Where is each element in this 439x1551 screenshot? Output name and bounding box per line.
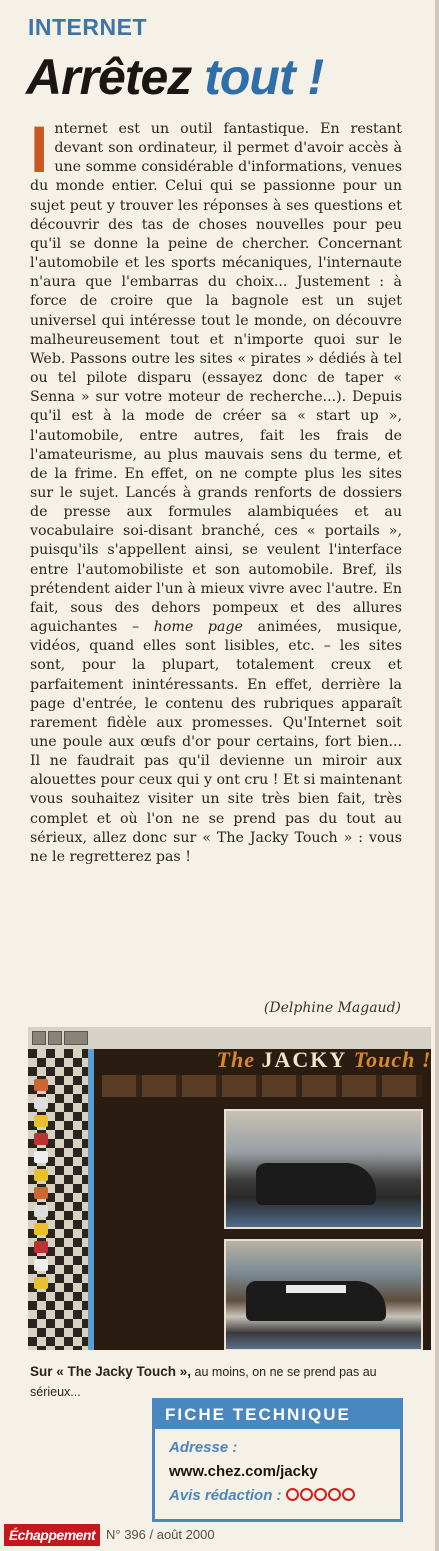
panel-icon xyxy=(34,1097,48,1109)
photo-caption xyxy=(30,1362,410,1402)
drop-cap: I xyxy=(30,112,49,186)
panel-icon xyxy=(34,1259,48,1271)
rating-circle-icon xyxy=(314,1488,327,1501)
fiche-address-value-row xyxy=(169,1463,318,1480)
panel-icon xyxy=(34,1079,48,1091)
website-screenshot xyxy=(28,1027,431,1350)
article-text-emphasis: home page xyxy=(153,619,243,636)
author-signature: (Delphine Magaud) xyxy=(263,1000,401,1016)
car-stripe xyxy=(286,1285,346,1293)
rating-circle-icon xyxy=(300,1488,313,1501)
toolbar-icon xyxy=(64,1031,88,1045)
car-photo-2 xyxy=(224,1239,423,1350)
site-title-main: JACKY xyxy=(261,1047,348,1072)
article-title xyxy=(26,48,323,106)
rating-circles xyxy=(286,1488,356,1505)
magazine-logo: Échappement xyxy=(4,1524,100,1546)
fiche-address-label-row xyxy=(169,1439,237,1456)
panel-icon xyxy=(34,1151,48,1163)
caption-bold: Sur « The Jacky Touch », xyxy=(30,1364,192,1379)
panel-icon xyxy=(34,1187,48,1199)
panel-icon xyxy=(34,1115,48,1127)
title-word-1: Arrêtez xyxy=(26,49,192,105)
page-edge xyxy=(435,0,439,1551)
fiche-technique-box xyxy=(152,1398,403,1522)
site-title-suffix: Touch ! xyxy=(353,1047,431,1072)
issue-info: N° 396 / août 2000 xyxy=(106,1527,215,1542)
panel-icon xyxy=(34,1169,48,1181)
car-shape xyxy=(256,1163,376,1205)
toolbar-icon xyxy=(32,1031,46,1045)
checkered-side-panel xyxy=(28,1049,88,1350)
website-main-area xyxy=(94,1049,431,1350)
fiche-header: FICHE TECHNIQUE xyxy=(155,1401,400,1429)
website-title xyxy=(174,1047,431,1073)
panel-icon xyxy=(34,1133,48,1145)
toolbar-icon xyxy=(48,1031,62,1045)
site-title-prefix: The xyxy=(216,1047,255,1072)
side-panel-icons xyxy=(34,1079,60,1350)
fiche-address-value: www.chez.com/jacky xyxy=(169,1463,318,1480)
rating-circle-icon xyxy=(328,1488,341,1501)
fiche-rating-row xyxy=(169,1487,356,1505)
section-label: INTERNET xyxy=(28,14,147,40)
article-text-part-1: nternet est un outil fantastique. En restant devant son ordinateur, il permet d'avoir accès à une somme considérable d'informations, venues du monde entier. Celui qui se passionne pour un sujet peut y trouver les réponses à ses questions et découvrir des tas de choses nouvelles pour peu qu'il se donne la peine de chercher. Concernant l'automobile et les sports mécaniques, l'internaute n'aura que l'embarras du choix... Justement : à force de croire que la bagnole est un sujet universel qui intéresse tout le monde, on découvre malheureusement tout et n'importe quoi sur le Web. Passons outre les sites « pirates » dédiés à tel ou tel pilote disparu (essayez donc de taper « Senna » sur votre moteur de recherche...). Depuis qu'il est à la mode de créer sa « start up », l'automobile, entre autres, fait les frais de l'amateurisme, au plus mauvais sens du terme, et de la frime. En effet, on ne compte plus les sites sur le sujet. Lancés à grands renforts de dossiers de presse aux formules alambiquées et au vocabulaire soi-disant branché, ces « portails », puisqu'ils s'appellent ainsi, se veulent l'interface entre l'automobiliste et son automobile. Bref, ils prétendent aider l'un à mieux vivre avec l'autre. En fait, sous des dehors pompeux et des allures aguichantes – xyxy=(30,121,402,636)
panel-icon xyxy=(34,1223,48,1235)
panel-icon xyxy=(34,1241,48,1253)
fiche-rating-label: Avis rédaction : xyxy=(169,1487,282,1504)
car-photo-1 xyxy=(224,1109,423,1229)
article-text-part-2: animées, musique, vidéos, quand elles sont lisibles, etc. – les sites sont, pour la plupart, totalement creux et parfaitement inintéressants. En effet, derrière la page d'entrée, le contenu des rubriques apparaît rarement fidèle aux promesses. Qu'Internet soit une poule aux œufs d'or pour certains, fort bien... Il ne faudrait pas qu'il devienne un miroir aux alouettes pour ceux qui y ont cru ! Et si maintenant vous souhaitez visiter un site très bien fait, très complet et où l'on ne se prend pas du tout au sérieux, allez donc sur « The Jacky Touch » : vous ne le regretterez pas ! xyxy=(30,619,403,865)
browser-toolbar xyxy=(28,1027,431,1049)
title-word-2: tout ! xyxy=(204,49,324,105)
caption-text: au moins, on ne se prend pas au sérieux... xyxy=(30,1365,377,1399)
panel-icon xyxy=(34,1277,48,1289)
fiche-address-label: Adresse : xyxy=(169,1439,238,1456)
panel-icon xyxy=(34,1205,48,1217)
rating-circle-icon xyxy=(286,1488,299,1501)
rating-circle-icon xyxy=(342,1488,355,1501)
article-body xyxy=(30,112,403,867)
website-nav-strip xyxy=(102,1075,422,1097)
